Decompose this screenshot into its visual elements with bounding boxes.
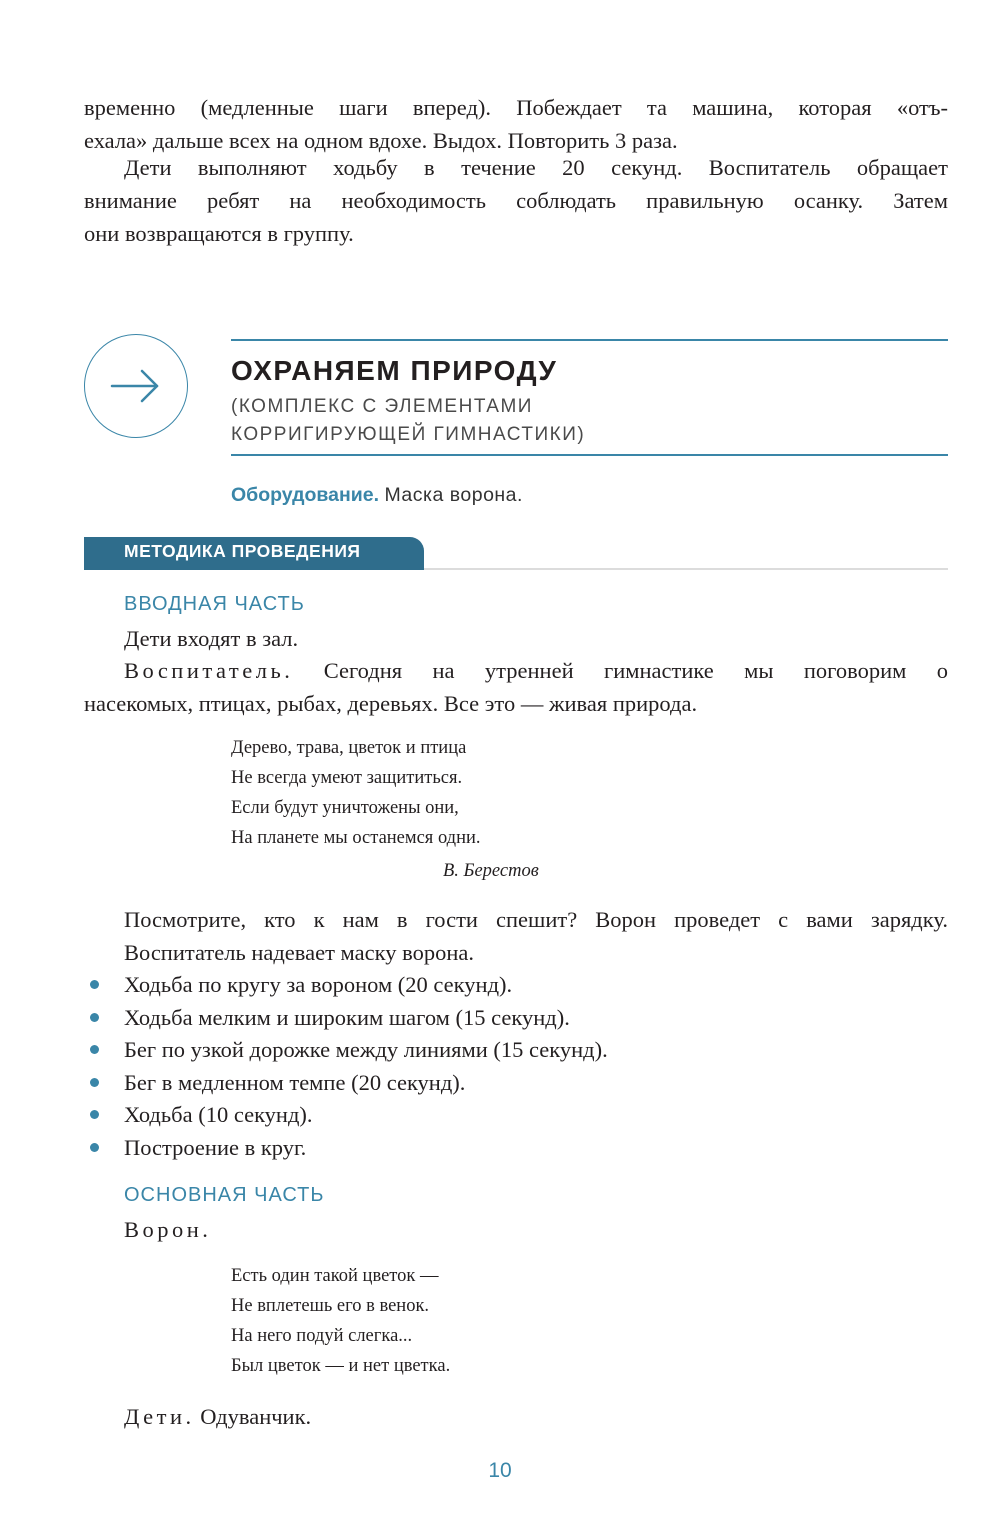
intro-part-title: ВВОДНАЯ ЧАСТЬ	[124, 593, 305, 615]
list-item	[84, 1099, 948, 1132]
arrow-right-icon	[84, 334, 188, 438]
intro-paragraph-1	[84, 91, 948, 157]
poem-berestov	[231, 733, 481, 853]
poem-line: Не вплетешь его в венок.	[231, 1296, 430, 1316]
poem-author: В. Берестов	[443, 861, 539, 881]
page-number: 10	[488, 1459, 512, 1482]
equipment-label: Оборудование.	[231, 484, 380, 506]
intro-p2-line3: они возвращаются в группу.	[84, 221, 354, 246]
bullet-dot	[90, 1143, 99, 1152]
method-banner-rule	[424, 568, 948, 570]
subtitle-line1: (КОМПЛЕКС С ЭЛЕМЕНТАМИ	[231, 396, 533, 417]
page-subtitle	[231, 393, 585, 449]
crow-speaker: Ворон.	[124, 1217, 212, 1242]
header-bottom-rule	[231, 454, 948, 456]
teacher-speaker: Воспитатель.	[124, 658, 294, 683]
list-item	[84, 1067, 948, 1100]
list-item	[84, 1002, 948, 1035]
children-answer-text: Одуванчик.	[200, 1404, 312, 1429]
teacher-speech-text1: Сегодня на утренней гимнастике мы поговорим о	[323, 658, 948, 683]
bullet-dot	[90, 980, 99, 989]
list-item-text: Бег в медленном темпе (20 секунд).	[124, 1069, 466, 1095]
list-item	[84, 1132, 948, 1165]
children-speaker: Дети.	[124, 1404, 195, 1429]
intro-paragraph-2	[84, 151, 948, 250]
poem-dandelion	[231, 1261, 450, 1381]
poem-line: На него подуй слегка...	[231, 1326, 413, 1346]
main-part-title: ОСНОВНАЯ ЧАСТЬ	[124, 1184, 325, 1206]
poem-line: Есть один такой цветок —	[231, 1266, 439, 1286]
teacher-speech-line1	[84, 654, 948, 687]
children-answer	[124, 1400, 311, 1433]
exercise-list	[84, 969, 948, 1164]
subtitle-line2: КОРРИГИРУЮЩЕЙ ГИМНАСТИКИ)	[231, 424, 586, 445]
equipment-value: Маска ворона.	[384, 484, 523, 506]
list-item	[84, 1034, 948, 1067]
bullet-dot	[90, 1110, 99, 1119]
page-title: ОХРАНЯЕМ ПРИРОДУ	[231, 355, 558, 386]
after-poem-text	[124, 903, 948, 969]
list-item-text: Построение в круг.	[124, 1134, 307, 1160]
poem-line: Не всегда умеют защититься.	[231, 768, 463, 788]
bullet-dot	[90, 1045, 99, 1054]
teacher-speech	[84, 654, 948, 720]
after-poem-line2: Воспитатель надевает маску ворона.	[124, 940, 474, 965]
poem-line: Если будут уничтожены они,	[231, 798, 459, 818]
list-item-text: Ходьба (10 секунд).	[124, 1102, 313, 1127]
list-item	[84, 969, 948, 1002]
header-circle	[84, 334, 188, 438]
intro-p1-line2: ехала» дальше всех на одном вдохе. Выдох. Повторить 3 раза.	[84, 128, 678, 153]
header-top-rule	[231, 339, 948, 341]
intro-part-line1: Дети входят в зал.	[124, 626, 299, 651]
bullet-dot	[90, 1078, 99, 1087]
poem-line: Дерево, трава, цветок и птица	[231, 738, 467, 758]
poem-line: Был цветок — и нет цветка.	[231, 1356, 451, 1376]
intro-p1-line1: временно (медленные шаги вперед). Побеждает та машина, которая «отъ-	[84, 95, 948, 120]
list-item-text: Бег по узкой дорожке между линиями (15 секунд).	[124, 1037, 608, 1062]
poem-line: На планете мы останемся одни.	[231, 828, 481, 848]
intro-p2-line2: внимание ребят на необходимость соблюдать правильную осанку. Затем	[84, 188, 948, 213]
method-banner-label: МЕТОДИКА ПРОВЕДЕНИЯ	[124, 541, 361, 561]
list-item-text: Ходьба мелким и широким шагом (15 секунд).	[124, 1004, 570, 1030]
list-item-text: Ходьба по кругу за вороном (20 секунд).	[124, 972, 513, 997]
intro-p2-line1: Дети выполняют ходьбу в течение 20 секунд. Воспитатель обращает	[124, 155, 948, 180]
after-poem-line1: Посмотрите, кто к нам в гости спешит? Ворон проведет с вами зарядку.	[124, 907, 948, 932]
bullet-dot	[90, 1013, 99, 1022]
equipment-line	[231, 484, 523, 507]
teacher-speech-line2: насекомых, птицах, рыбах, деревьях. Все это — живая природа.	[84, 691, 698, 716]
